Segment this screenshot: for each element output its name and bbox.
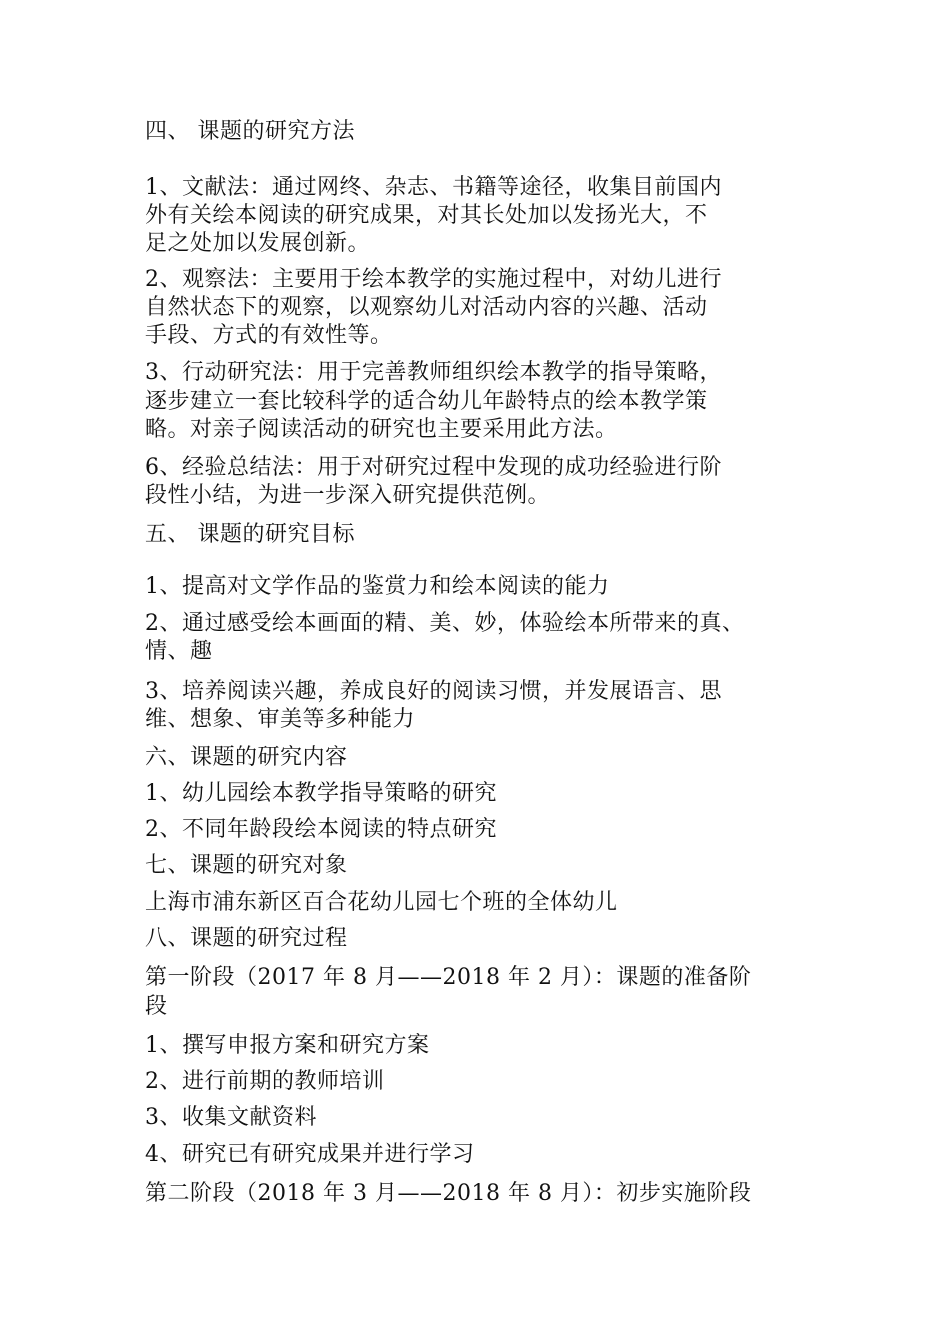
paragraph-line: 略。对亲子阅读活动的研究也主要采用此方法。 [145,417,618,442]
section-heading: 四、 课题的研究方法 [145,119,355,144]
list-item: 1、幼儿园绘本教学指导策略的研究 [145,781,497,806]
section-heading: 七、课题的研究对象 [145,853,348,878]
paragraph-line: 段 [145,994,168,1019]
list-item: 2、通过感受绘本画面的精、美、妙，体验绘本所带来的真、 [145,611,745,636]
paragraph-line: 段性小结，为进一步深入研究提供范例。 [145,483,551,508]
paragraph-line: 逐步建立一套比较科学的适合幼儿年龄特点的绘本教学策 [145,389,708,414]
paragraph-line: 6、经验总结法：用于对研究过程中发现的成功经验进行阶 [145,455,722,480]
paragraph-line: 第二阶段（2018 年 3 月——2018 年 8 月）：初步实施阶段 [145,1181,752,1206]
paragraph-line: 第一阶段（2017 年 8 月——2018 年 2 月）：课题的准备阶 [145,965,752,990]
list-item: 2、进行前期的教师培训 [145,1069,385,1094]
paragraph-line: 2、观察法：主要用于绘本教学的实施过程中，对幼儿进行 [145,267,722,292]
paragraph-line: 手段、方式的有效性等。 [145,323,393,348]
list-item: 3、培养阅读兴趣，养成良好的阅读习惯，并发展语言、思 [145,679,722,704]
list-item: 情、趣 [145,639,213,664]
section-heading: 六、课题的研究内容 [145,745,348,770]
paragraph-line: 1、文献法：通过网终、杂志、书籍等途径，收集目前国内 [145,175,722,200]
list-item: 3、收集文献资料 [145,1105,317,1130]
list-item: 1、撰写申报方案和研究方案 [145,1033,430,1058]
list-item: 4、研究已有研究成果并进行学习 [145,1142,475,1167]
paragraph-line: 3、行动研究法：用于完善教师组织绘本教学的指导策略， [145,360,722,385]
paragraph-line: 上海市浦东新区百合花幼儿园七个班的全体幼儿 [145,890,618,915]
paragraph-line: 足之处加以发展创新。 [145,231,371,256]
list-item: 1、提高对文学作品的鉴赏力和绘本阅读的能力 [145,574,610,599]
section-heading: 八、课题的研究过程 [145,926,348,951]
list-item: 2、不同年龄段绘本阅读的特点研究 [145,817,497,842]
section-heading: 五、 课题的研究目标 [145,522,355,547]
paragraph-line: 外有关绘本阅读的研究成果，对其长处加以发扬光大，不 [145,203,708,228]
list-item: 维、想象、审美等多种能力 [145,707,416,732]
paragraph-line: 自然状态下的观察，以观察幼儿对活动内容的兴趣、活动 [145,295,708,320]
